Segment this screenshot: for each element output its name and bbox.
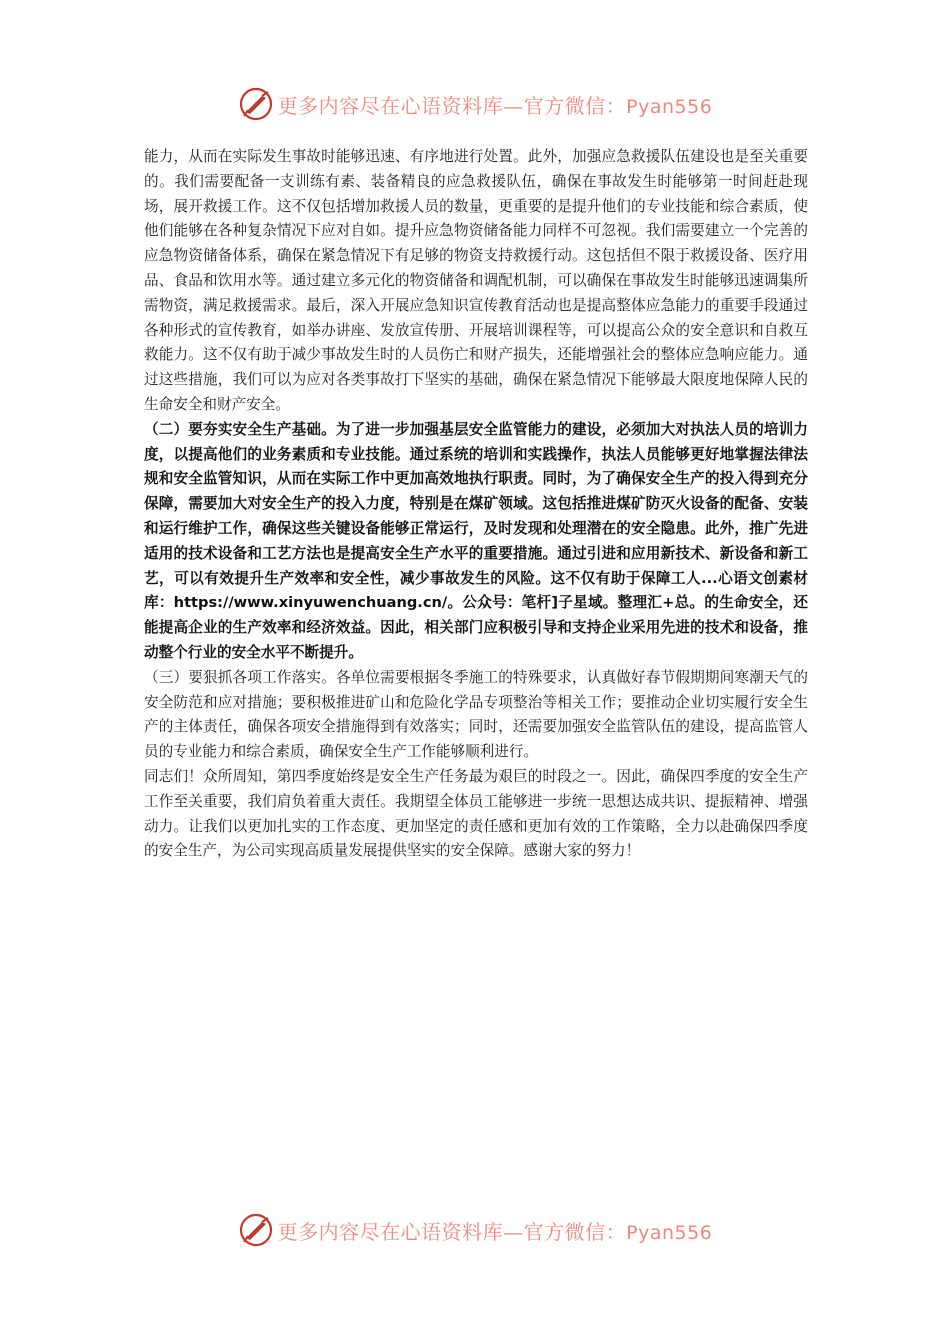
quill-pen-logo-icon xyxy=(238,1212,274,1248)
paragraph-closing: 同志们！众所周知，第四季度始终是安全生产任务最为艰巨的时段之一。因此，确保四季度的安全生产工作至关重要，我们肩负着重大责任。我期望全体员工能够进一步统一思想达成共识、提振精神、增强动力。让我们以更加扎实的工作态度、更加坚定的责任感和更加有效的工作策略，全力以赴确保四季度的安全生产，为公司实现高质量发展提供坚实的安全保障。感谢大家的努力！ xyxy=(144,767,808,860)
paragraph-emergency: 能力，从而在实际发生事故时能够迅速、有序地进行处置。此外，加强应急救援队伍建设也是至关重要的。我们需要配备一支训练有素、装备精良的应急救援队伍，确保在事故发生时能够第一时间赶赴现场，展开救援工作。这不仅包括增加救援人员的数量，更重要的是提升他们的专业技能和综合素质，使他们能够在各种复杂情况下应对自如。提升应急物资储备能力同样不可忽视。我们需要建立一个完善的应急物资储备体系，确保在紧急情况下有足够的物资支持救援行动。这包括但不限于救援设备、医疗用品、食品和饮用水等。通过建立多元化的物资储备和调配机制，可以确保在事故发生时能够迅速调集所需物资，满足救援需求。最后，深入开展应急知识宣传教育活动也是提高整体应急能力的重要手段通过各种形式的宣传教育，如举办讲座、发放宣传册、开展培训课程等，可以提高公众的安全意识和自救互救能力。这不仅有助于减少事故发生时的人员伤亡和财产损失，还能增强社会的整体应急响应能力。通过这些措施，我们可以为应对各类事故打下坚实的基础，确保在紧急情况下能够最大限度地保障人民的生命安全和财产安全。 xyxy=(144,148,808,413)
document-body xyxy=(144,145,808,864)
header-banner xyxy=(0,84,950,124)
quill-pen-logo-icon xyxy=(238,86,274,122)
paragraph-section-three: （三）要狠抓各项工作落实。各单位需要根据冬季施工的特殊要求，认真做好春节假期期间寒潮天气的安全防范和应对措施；要积极推进矿山和危险化学品专项整治等相关工作；要推动企业切实履行安全生产的主体责任，确保各项安全措施得到有效落实；同时，还需要加强安全监管队伍的建设，提高监管人员的专业能力和综合素质，确保安全生产工作能够顺利进行。 xyxy=(144,668,808,761)
paragraph-section-two: （二）要夯实安全生产基础。为了进一步加强基层安全监管能力的建设，必须加大对执法人员的培训力度，以提高他们的业务素质和专业技能。通过系统的培训和实践操作，执法人员能够更好地掌握法律法规和安全监管知识，从而在实际工作中更加高效地执行职责。同时，为了确保安全生产的投入得到充分保障，需要加大对安全生产的投入力度，特别是在煤矿领域。这包括推进煤矿防灭火设备的配备、安装和运行维护工作，确保这些关键设备能够正常运行，及时发现和处理潜在的安全隐患。此外，推广先进适用的技术设备和工艺方法也是提高安全生产水平的重要措施。通过引进和应用新技术、新设备和新工艺，可以有效提升生产效率和安全性，减少事故发生的风险。这不仅有助于保障工人...心语文创素材库：https://www.xinyuwenchuang.cn/。公众号：笔杆]子星域。整理汇+总。的生命安全，还能提高企业的生产效率和经济效益。因此，相关部门应积极引导和支持企业采用先进的技术和设备，推动整个行业的安全水平不断提升。 xyxy=(144,420,808,661)
footer-banner-account: Pyan556 xyxy=(626,1221,713,1244)
footer-banner xyxy=(0,1210,950,1250)
footer-banner-text: 更多内容尽在心语资料库—官方微信： xyxy=(277,1219,627,1244)
banner-account: Pyan556 xyxy=(626,95,713,118)
banner-text: 更多内容尽在心语资料库—官方微信： xyxy=(277,93,627,118)
